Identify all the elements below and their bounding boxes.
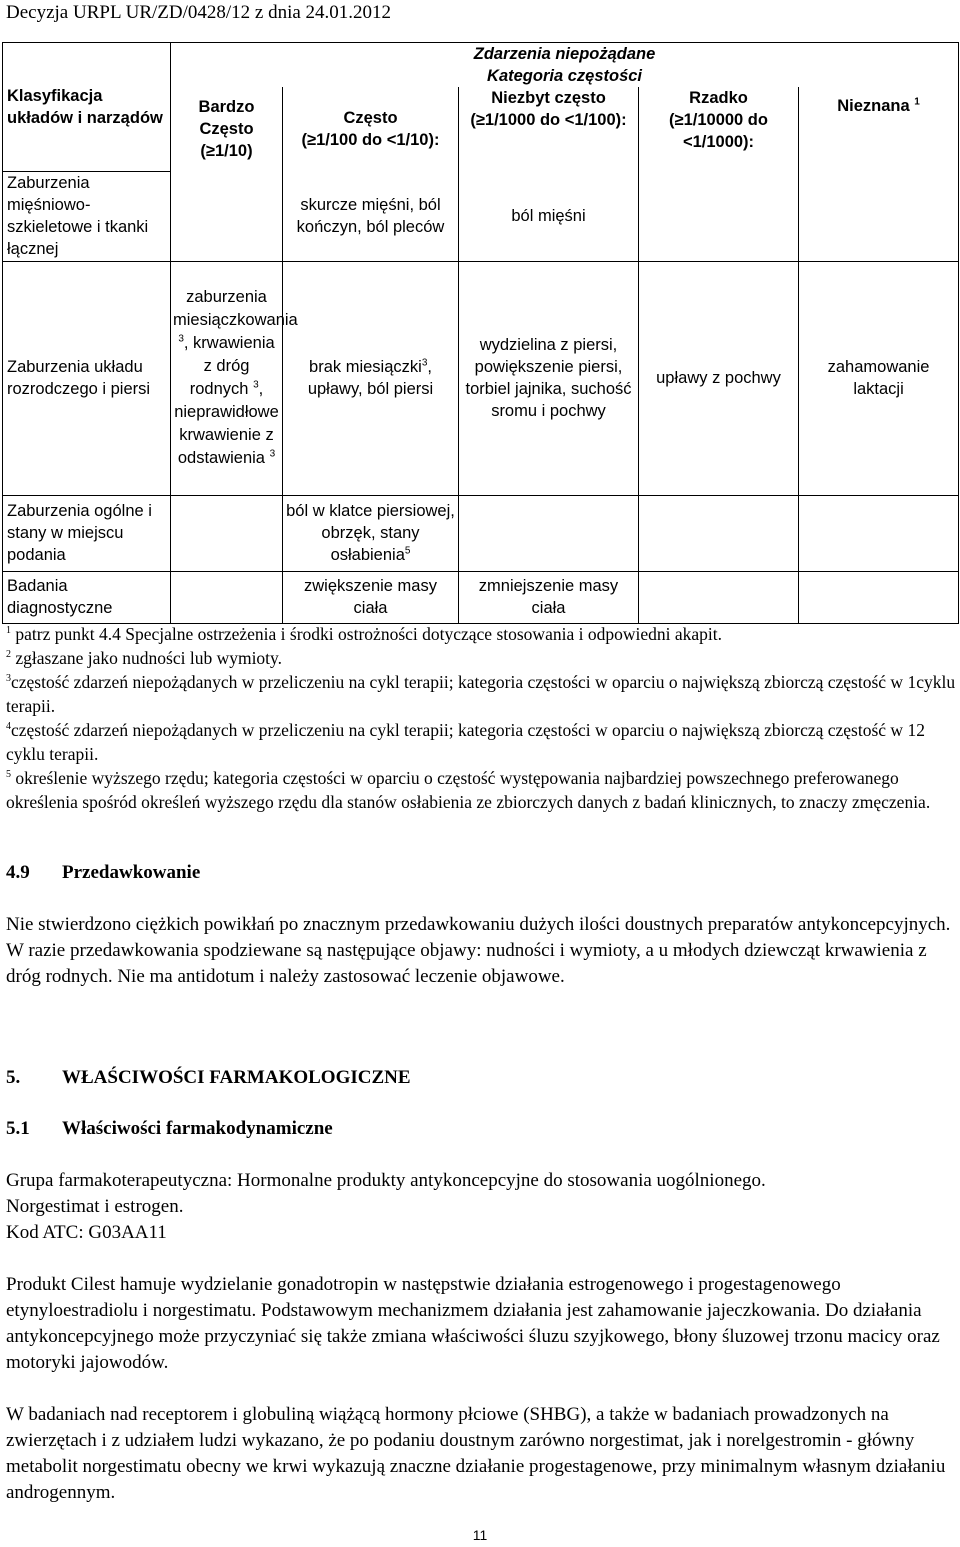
- cell-common: skurcze mięśni, ból kończyn, ból pleców: [283, 171, 459, 261]
- cell-unknown: [799, 571, 959, 623]
- footnote: $^4$częstość zdarzeń niepożądanych w przeliczeniu na cykl terapii; kategoria częstości w oparciu o największą zbiorczą częstość w 12 cyklu terapii.: [6, 720, 925, 764]
- footnote: $^3$częstość zdarzeń niepożądanych w przeliczeniu na cykl terapii; kategoria częstości w oparciu o największą zbiorczą częstość w 1cyklu terapii.: [6, 672, 956, 716]
- cell-rare: [639, 495, 799, 571]
- col-very-common-header: Bardzo Często (≥1/10): [171, 87, 283, 171]
- events-header: Zdarzenia niepożądane Kategoria częstości: [171, 43, 959, 88]
- section-overdose: [6, 860, 956, 990]
- section-pharmacodynamic: [6, 1116, 956, 1506]
- paragraph: Norgestimat i estrogen.: [6, 1196, 184, 1217]
- cell-uncommon: ból mięśni: [459, 171, 639, 261]
- cell-uncommon: zmniejszenie masy ciała: [459, 571, 639, 623]
- table-footnotes: [6, 622, 956, 814]
- organ-class-header: Klasyfikacja układów i narządów: [3, 43, 171, 172]
- cell-unknown: zahamowanie laktacji: [799, 261, 959, 495]
- section-pharmacological: [6, 1065, 956, 1091]
- cell-common: ból w klatce piersiowej, obrzęk, stany osłabienia$^5$: [283, 495, 459, 571]
- cell-common: brak miesiączki$^3$, upławy, ból piersi: [283, 261, 459, 495]
- document-header: Decyzja URPL UR/ZD/0428/12 z dnia 24.01.2012: [6, 2, 392, 23]
- footnote: $^1$ patrz punkt 4.4 Specjalne ostrzeżenia i środki ostrożności dotyczące stosowania i odpowiedni akapit.: [6, 624, 722, 644]
- col-common-header: Często (≥1/100 do <1/10):: [283, 87, 459, 171]
- adverse-events-table: [2, 42, 959, 624]
- footnote: $^2$ zgłaszane jako nudności lub wymioty.: [6, 648, 283, 668]
- cell-uncommon: wydzielina z piersi, powiększenie piersi, torbiel jajnika, suchość sromu i pochwy: [459, 261, 639, 495]
- cell-unknown: [799, 171, 959, 261]
- organ-musculoskeletal: Zaburzenia mięśniowo-szkieletowe i tkanki łącznej: [3, 171, 171, 261]
- section-heading: 5.1 Właściwości farmakodynamiczne: [6, 1118, 333, 1139]
- cell-unknown: [799, 495, 959, 571]
- section-heading: 5. WŁAŚCIWOŚCI FARMAKOLOGICZNE: [6, 1067, 411, 1088]
- cell-rare: [639, 171, 799, 261]
- paragraph: W badaniach nad receptorem i globuliną wiążącą hormony płciowe (SHBG), a także w badaniach prowadzonych na zwierzętach i z udziałem ludzi wykazano, że po podaniu doustnym zarówno norgestimat, jak i norelgestromin - główny metabolit norgestimatu obecny we krwi wykazują znaczne działanie progestagenowe, przy minimalnym własnym działaniu androgennym.: [6, 1404, 946, 1503]
- section-heading: 4.9 Przedawkowanie: [6, 862, 201, 883]
- paragraph: Grupa farmakoterapeutyczna: Hormonalne produkty antykoncepcyjne do stosowania uogólnionego.: [6, 1170, 766, 1191]
- cell-very-common: [171, 171, 283, 261]
- organ-reproductive: Zaburzenia układu rozrodczego i piersi: [3, 261, 171, 495]
- frequency-category-header: Kategoria częstości: [487, 67, 643, 85]
- cell-very-common: [171, 495, 283, 571]
- cell-rare: upławy z pochwy: [639, 261, 799, 495]
- cell-uncommon: [459, 495, 639, 571]
- cell-very-common: zaburzenia miesiączkowania $^3$, krwawienia z dróg rodnych $^3$, nieprawidłowe krwawienie z odstawienia $^3$: [171, 261, 283, 495]
- section-body: Nie stwierdzono ciężkich powikłań po znacznym przedawkowaniu dużych ilości doustnych preparatów antykoncepcyjnych. W razie przedawkowania spodziewane są następujące objawy: nudności i wymioty, a u młodych dziewcząt krwawienia z dróg rodnych. Nie ma antidotum i należy zastosować leczenie objawowe.: [6, 914, 951, 987]
- cell-very-common: [171, 571, 283, 623]
- organ-general: Zaburzenia ogólne i stany w miejscu podania: [3, 495, 171, 571]
- paragraph: Produkt Cilest hamuje wydzielanie gonadotropin w następstwie działania estrogenowego i progestagenowego etynyloestradiolu i norgestimatu. Podstawowym mechanizmem działania jest zahamowanie jajeczkowania. Do działania antykoncepcyjnego może przyczyniać się także zmiana właściwości śluzu szyjkowego, błony śluzowej trzonu macicy oraz motoryki jajowodów.: [6, 1274, 940, 1373]
- col-rare-header: Rzadko (≥1/10000 do <1/1000):: [639, 87, 799, 171]
- col-unknown-header: Nieznana $^1$: [799, 87, 959, 171]
- cell-common: zwiększenie masy ciała: [283, 571, 459, 623]
- cell-rare: [639, 571, 799, 623]
- footnote: $^5$ określenie wyższego rzędu; kategoria częstości w oparciu o częstość występowania najbardziej powszechnego preferowanego określenia spośród określeń wyższego rzędu dla stanów osłabienia ze zbiorczych danych z badań klinicznych, to znaczy zmęczenia.: [6, 768, 931, 812]
- atc-code: Kod ATC: G03AA11: [6, 1222, 167, 1243]
- organ-diagnostics: Badania diagnostyczne: [3, 571, 171, 623]
- page-number: 11: [472, 1527, 488, 1543]
- col-uncommon-header: Niezbyt często (≥1/1000 do <1/100):: [459, 87, 639, 171]
